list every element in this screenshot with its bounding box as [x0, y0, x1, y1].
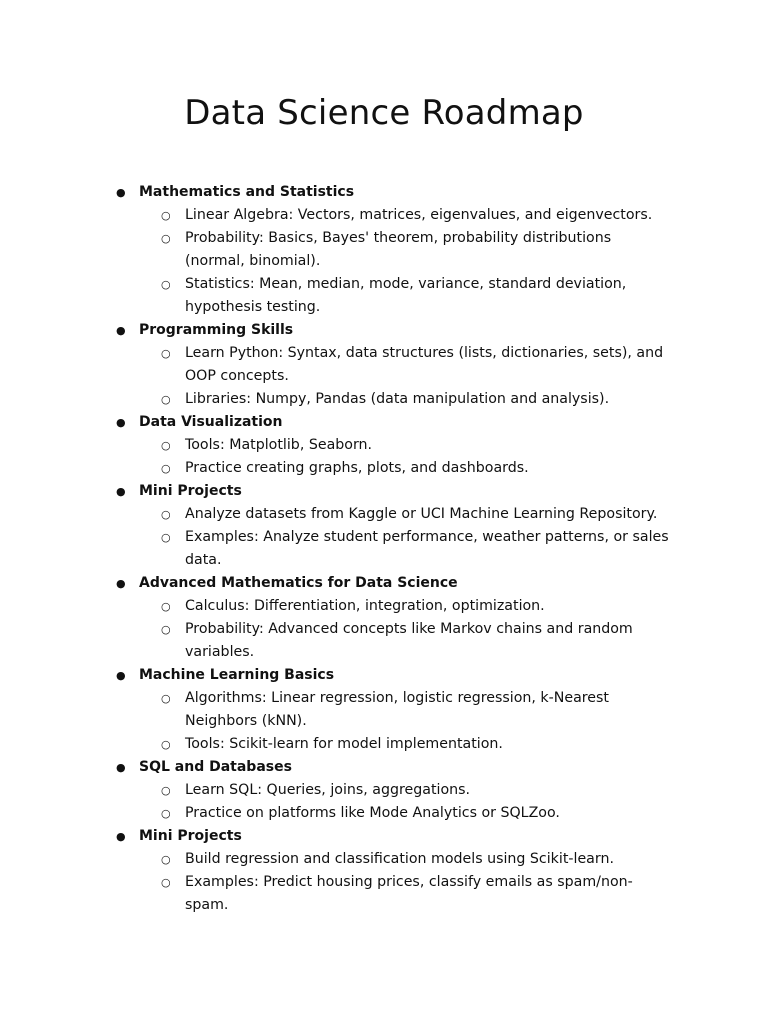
- hollow-bullet-icon: ○: [161, 393, 171, 406]
- list-item: [139, 227, 671, 273]
- section-title: Advanced Mathematics for Data Science: [139, 575, 458, 591]
- list-item: [139, 802, 671, 825]
- hollow-bullet-icon: ○: [161, 807, 171, 820]
- list-item: [139, 779, 671, 802]
- list-item-text: Practice on platforms like Mode Analytics or SQLZoo.: [185, 805, 560, 821]
- hollow-bullet-icon: ○: [161, 784, 171, 797]
- list-item: [139, 503, 671, 526]
- list-item-text: Tools: Matplotlib, Seaborn.: [185, 437, 373, 453]
- list-item-text: Learn Python: Syntax, data structures (lists, dictionaries, sets), and OOP concepts.: [185, 345, 664, 384]
- subitem-list: [139, 687, 768, 756]
- subitem-list: [139, 434, 768, 480]
- filled-bullet-icon: ●: [116, 485, 126, 498]
- list-item: [139, 204, 671, 227]
- hollow-bullet-icon: ○: [161, 623, 171, 636]
- section-advanced-mathematics: [0, 572, 768, 664]
- filled-bullet-icon: ●: [116, 669, 126, 682]
- filled-bullet-icon: ●: [116, 416, 126, 429]
- section-title: Machine Learning Basics: [139, 667, 335, 683]
- section-title: Mathematics and Statistics: [139, 184, 355, 200]
- list-item-text: Examples: Analyze student performance, weather patterns, or sales data.: [185, 529, 669, 568]
- hollow-bullet-icon: ○: [161, 853, 171, 866]
- section-title: Mini Projects: [139, 483, 242, 499]
- section-title: SQL and Databases: [139, 759, 292, 775]
- hollow-bullet-icon: ○: [161, 600, 171, 613]
- list-item: [139, 595, 671, 618]
- list-item-text: Learn SQL: Queries, joins, aggregations.: [185, 782, 471, 798]
- hollow-bullet-icon: ○: [161, 439, 171, 452]
- list-item: [139, 273, 671, 319]
- section-title: Mini Projects: [139, 828, 242, 844]
- page-title: Data Science Roadmap: [184, 93, 584, 133]
- list-item: [139, 457, 671, 480]
- hollow-bullet-icon: ○: [161, 738, 171, 751]
- hollow-bullet-icon: ○: [161, 232, 171, 245]
- subitem-list: [139, 848, 768, 917]
- hollow-bullet-icon: ○: [161, 462, 171, 475]
- hollow-bullet-icon: ○: [161, 876, 171, 889]
- list-item: [139, 848, 671, 871]
- filled-bullet-icon: ●: [116, 324, 126, 337]
- section-data-visualization: [0, 411, 768, 480]
- hollow-bullet-icon: ○: [161, 278, 171, 291]
- list-item-text: Linear Algebra: Vectors, matrices, eigenvalues, and eigenvectors.: [185, 207, 653, 223]
- list-item: [139, 434, 671, 457]
- list-item-text: Analyze datasets from Kaggle or UCI Machine Learning Repository.: [185, 506, 658, 522]
- filled-bullet-icon: ●: [116, 761, 126, 774]
- section-mini-projects-1: [0, 480, 768, 572]
- list-item-text: Build regression and classification models using Scikit-learn.: [185, 851, 614, 867]
- list-item-text: Tools: Scikit-learn for model implementation.: [185, 736, 503, 752]
- list-item-text: Statistics: Mean, median, mode, variance, standard deviation, hypothesis testing.: [185, 276, 627, 315]
- filled-bullet-icon: ●: [116, 186, 126, 199]
- filled-bullet-icon: ●: [116, 577, 126, 590]
- list-item: [139, 388, 671, 411]
- list-item-text: Practice creating graphs, plots, and dashboards.: [185, 460, 529, 476]
- list-item-text: Libraries: Numpy, Pandas (data manipulation and analysis).: [185, 391, 610, 407]
- list-item: [139, 687, 671, 733]
- list-item: [139, 526, 671, 572]
- list-item-text: Probability: Basics, Bayes' theorem, probability distributions (normal, binomial).: [185, 230, 612, 269]
- list-item-text: Examples: Predict housing prices, classify emails as spam/non-spam.: [185, 874, 633, 913]
- section-mathematics-and-statistics: [0, 181, 768, 319]
- list-item: [139, 342, 671, 388]
- section-title: Data Visualization: [139, 414, 283, 430]
- section-programming-skills: [0, 319, 768, 411]
- subitem-list: [139, 204, 768, 319]
- filled-bullet-icon: ●: [116, 830, 126, 843]
- section-title: Programming Skills: [139, 322, 294, 338]
- list-item-text: Algorithms: Linear regression, logistic regression, k-Nearest Neighbors (kNN).: [185, 690, 609, 729]
- hollow-bullet-icon: ○: [161, 508, 171, 521]
- section-machine-learning-basics: [0, 664, 768, 756]
- roadmap-list: [0, 181, 768, 917]
- subitem-list: [139, 595, 768, 664]
- hollow-bullet-icon: ○: [161, 692, 171, 705]
- list-item-text: Calculus: Differentiation, integration, optimization.: [185, 598, 545, 614]
- list-item: [139, 871, 671, 917]
- hollow-bullet-icon: ○: [161, 347, 171, 360]
- section-sql-and-databases: [0, 756, 768, 825]
- subitem-list: [139, 779, 768, 825]
- list-item-text: Probability: Advanced concepts like Markov chains and random variables.: [185, 621, 633, 660]
- list-item: [139, 618, 671, 664]
- list-item: [139, 733, 671, 756]
- subitem-list: [139, 503, 768, 572]
- subitem-list: [139, 342, 768, 411]
- section-mini-projects-2: [0, 825, 768, 917]
- hollow-bullet-icon: ○: [161, 531, 171, 544]
- hollow-bullet-icon: ○: [161, 209, 171, 222]
